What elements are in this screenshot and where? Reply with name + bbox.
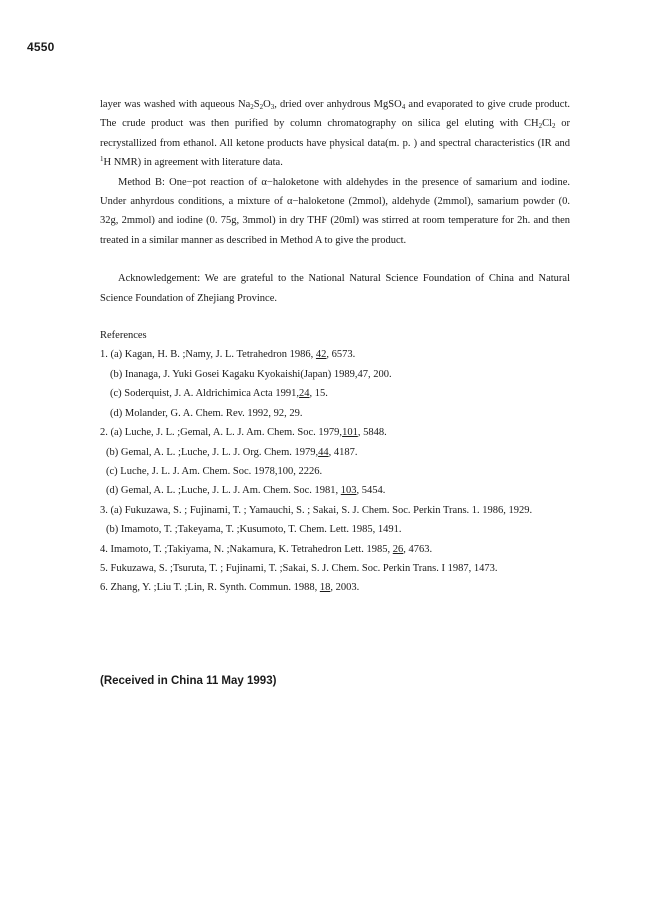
received-date: (Received in China 11 May 1993) [100, 675, 277, 687]
paragraph-method-b: Method B: One−pot reaction of α−haloketone with aldehydes in the presence of samarium and iodine. Under anhyrdous conditions, a mixture of α−haloketone (2mmol), aldehyde (2mmol), samarium powder (0. 32g, 2mmol) and iodine (0. 75g, 3mmol) in dry THF (20ml) was stirred at room temperature for 2h. and then treated in a similar manner as described in Method A to give the product. [100, 176, 570, 246]
reference-item: 1. (a) Kagan, H. B. ;Namy, J. L. Tetrahedron 1986, 42, 6573. [100, 349, 356, 361]
reference-item: (c) Soderquist, J. A. Aldrichimica Acta 1991,24, 15. [110, 388, 328, 400]
reference-item: (c) Luche, J. L. J. Am. Chem. Soc. 1978,100, 2226. [106, 465, 323, 477]
reference-item: (d) Gemal, A. L. ;Luche, J. L. J. Am. Chem. Soc. 1981, 103, 5454. [106, 485, 386, 497]
reference-list [100, 345, 570, 597]
references-heading: References [100, 330, 147, 342]
reference-item: 5. Fukuzawa, S. ;Tsuruta, T. ; Fujinami, T. ;Sakai, S. J. Chem. Soc. Perkin Trans. I 1987, 1473. [100, 562, 498, 574]
paragraph-workup: layer was washed with aqueous $Na_2S_2O_3$, dried over anhydrous MgSO$_4$ and evaporated to give crude product. The crude product was then purified by column chromatography on silica gel eluting with $CH_2Cl_2$ or recrystallized from ethanol. All ketone products have physical data(m. p. ) and spectral characteristics (IR and $^1$H NMR) in agreement with literature data. [100, 99, 571, 169]
reference-item: (b) Gemal, A. L. ;Luche, J. L. J. Org. Chem. 1979,44, 4187. [106, 446, 358, 458]
reference-item: (b) Inanaga, J. Yuki Gosei Kagaku Kyokaishi(Japan) 1989,47, 200. [110, 368, 392, 380]
article-body [100, 95, 570, 598]
reference-item: (d) Molander, G. A. Chem. Rev. 1992, 92, 29. [110, 407, 303, 419]
reference-item: 2. (a) Luche, J. L. ;Gemal, A. L. J. Am. Chem. Soc. 1979,101, 5848. [100, 427, 387, 439]
page-number: 4550 [27, 40, 55, 54]
reference-item: (b) Imamoto, T. ;Takeyama, T. ;Kusumoto, T. Chem. Lett. 1985, 1491. [106, 524, 402, 536]
reference-item: 6. Zhang, Y. ;Liu T. ;Lin, R. Synth. Commun. 1988, 18, 2003. [100, 582, 360, 594]
reference-item: 3. (a) Fukuzawa, S. ; Fujinami, T. ; Yamauchi, S. ; Sakai, S. J. Chem. Soc. Perkin Trans. 1. 1986, 1929. [100, 504, 533, 516]
acknowledgement: Acknowledgement: We are grateful to the National Natural Science Foundation of China and Natural Science Foundation of Zhejiang Province. [100, 273, 570, 304]
reference-item: 4. Imamoto, T. ;Takiyama, N. ;Nakamura, K. Tetrahedron Lett. 1985, 26, 4763. [100, 543, 433, 555]
